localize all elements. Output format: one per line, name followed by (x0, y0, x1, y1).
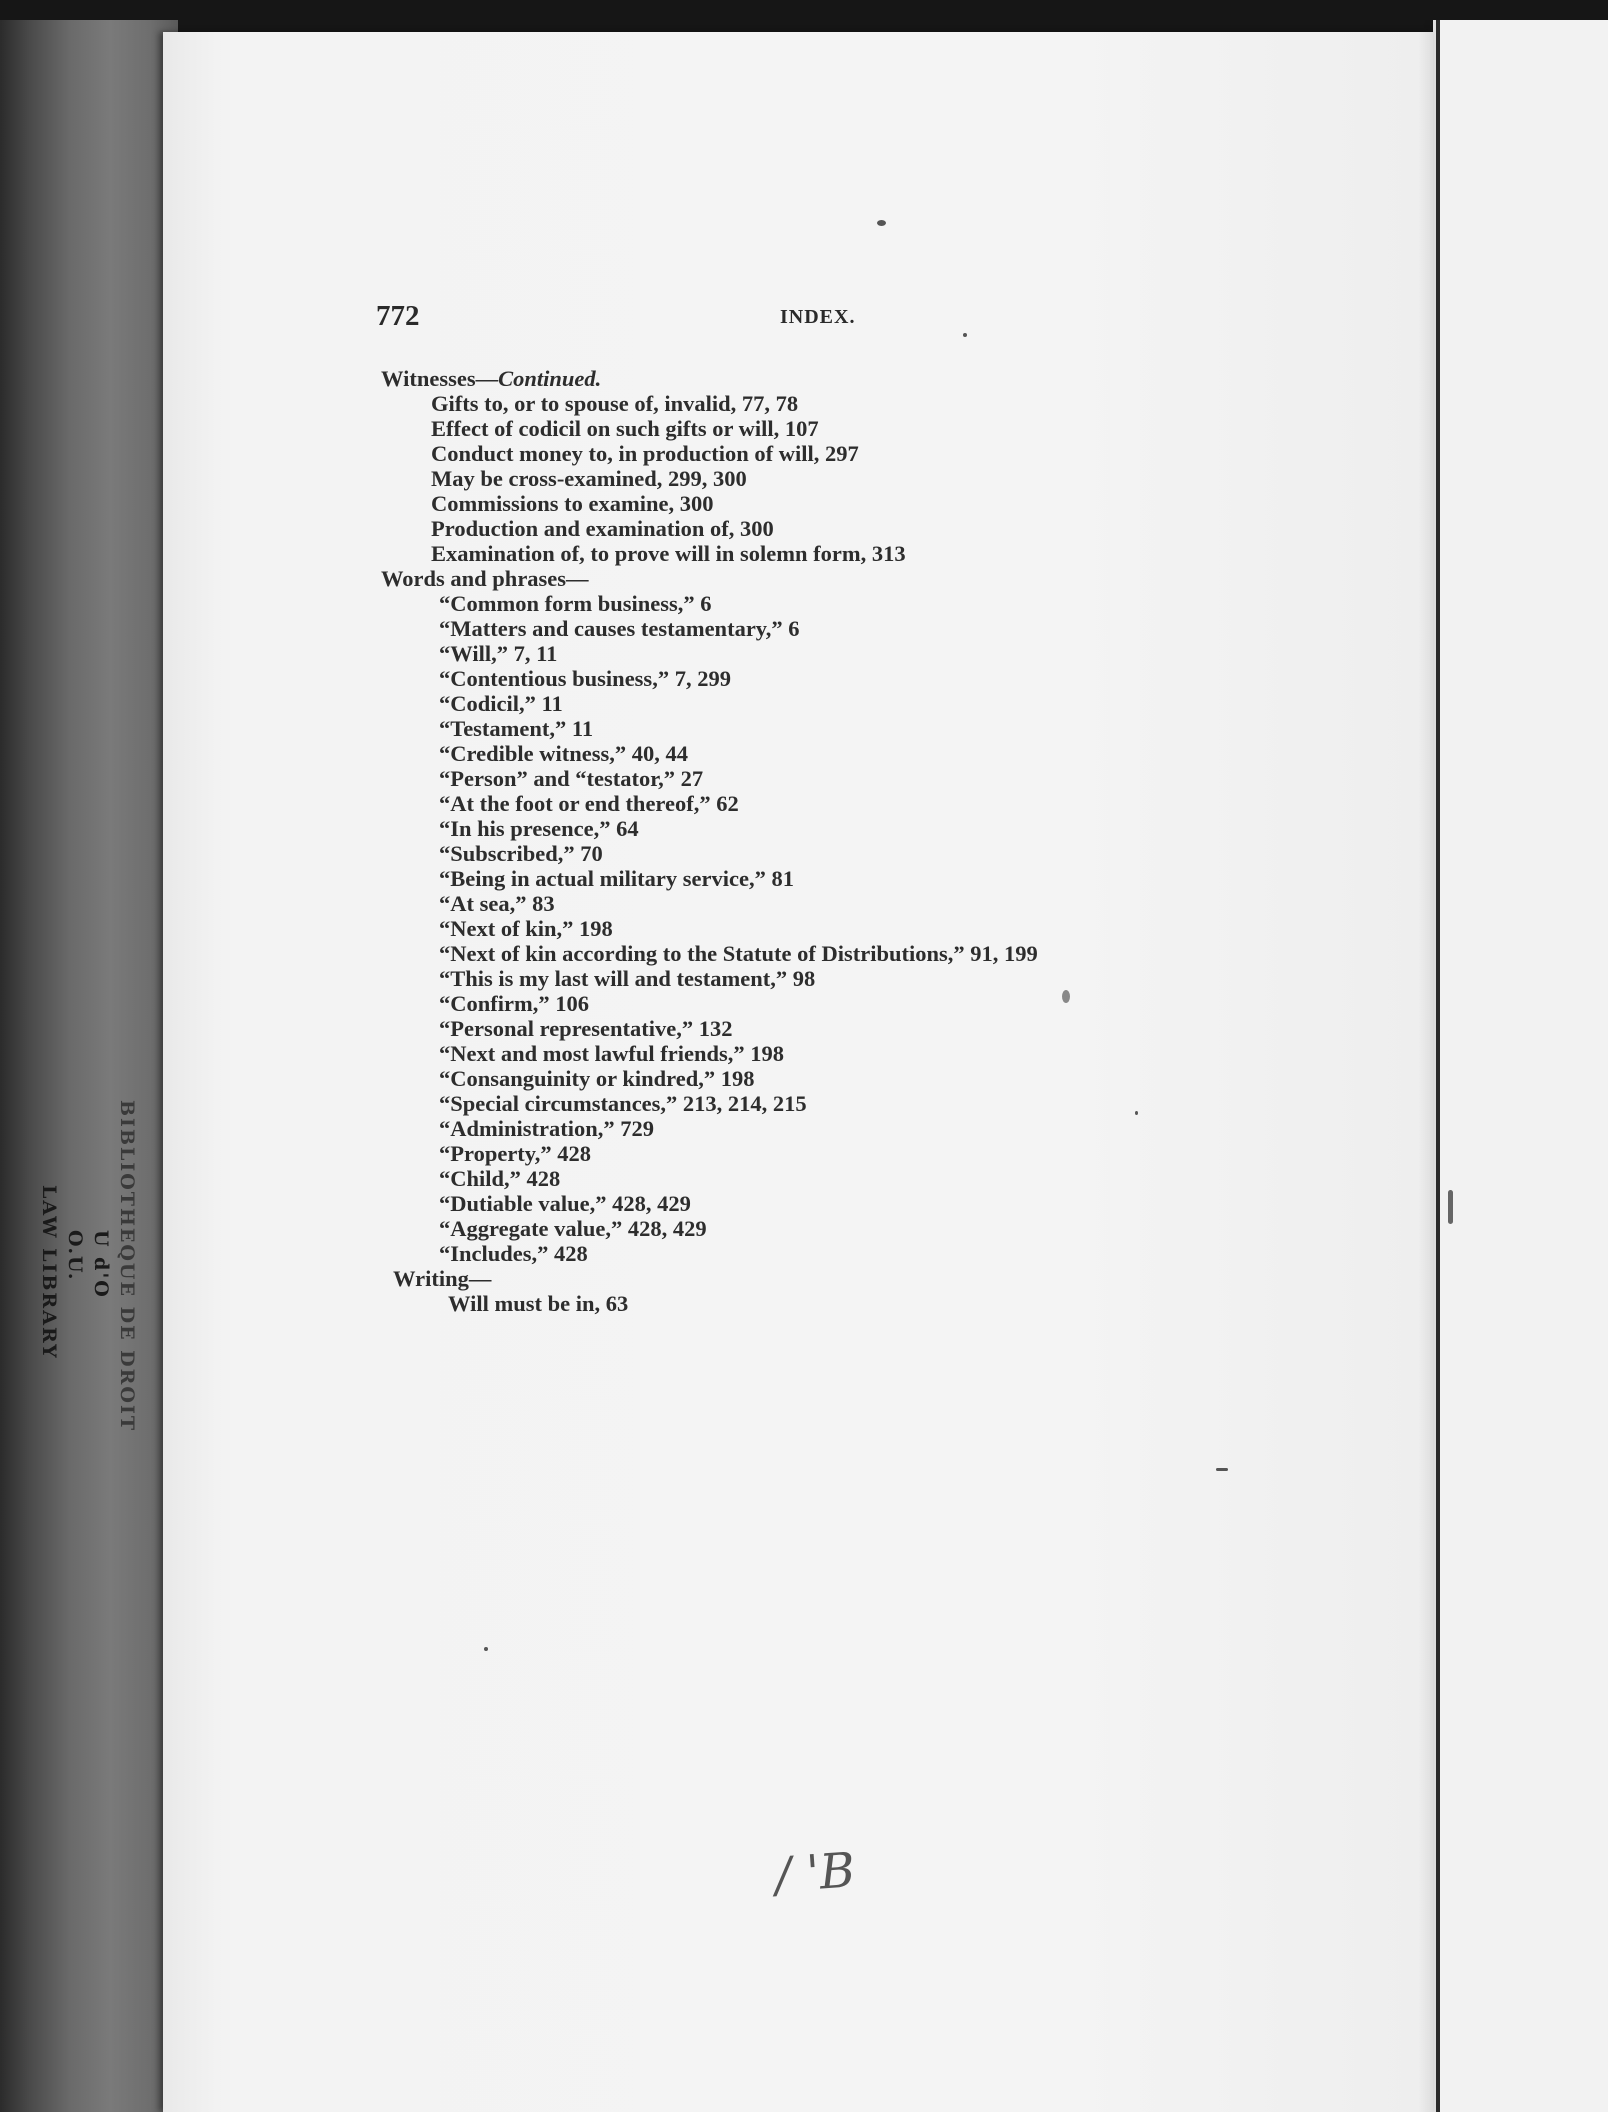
index-entry: “Personal representative,” 132 (439, 1016, 733, 1041)
index-entry: “Contentious business,” 7, 299 (439, 666, 731, 691)
index-entry: “This is my last will and testament,” 98 (439, 966, 816, 991)
scan-top-border (0, 0, 1608, 36)
page-title: INDEX. (780, 306, 856, 328)
spine-line-1: BIBLIOTHEQUE DE DROIT (116, 1100, 138, 1433)
index-entry: Production and examination of, 300 (431, 516, 774, 541)
ink-speck (963, 333, 967, 337)
facing-page-edge (1433, 20, 1608, 2112)
index-entry: Commissions to examine, 300 (431, 491, 714, 516)
index-entry: “Special circumstances,” 213, 214, 215 (439, 1091, 807, 1116)
index-entry: “Matters and causes testamentary,” 6 (439, 616, 800, 641)
index-entry: “At sea,” 83 (439, 891, 555, 916)
index-group-witnesses (381, 366, 1281, 566)
index-heading: Writing— (393, 1266, 492, 1291)
ink-speck (1135, 1111, 1138, 1115)
spine-library-stamp (36, 1100, 140, 1580)
spine-line-4: LAW LIBRARY (38, 1185, 60, 1360)
index-entry: “In his presence,” 64 (439, 816, 639, 841)
index-entry: “Being in actual military service,” 81 (439, 866, 794, 891)
index-entry: “Person” and “testator,” 27 (439, 766, 704, 791)
index-entry: Effect of codicil on such gifts or will, 107 (431, 416, 819, 441)
heading-text: Witnesses— (381, 366, 499, 391)
gutter-shadow (1418, 20, 1436, 2112)
ink-speck (1062, 990, 1070, 1003)
index-entry: “Property,” 428 (439, 1141, 592, 1166)
index-entry: “Administration,” 729 (439, 1116, 655, 1141)
index-entry: “Codicil,” 11 (439, 691, 563, 716)
index-entry: “At the foot or end thereof,” 62 (439, 791, 739, 816)
gutter-divider (1436, 20, 1440, 2112)
index-group-writing (381, 1266, 1281, 1316)
index-entry: Will must be in, 63 (448, 1291, 629, 1316)
ink-speck (484, 1647, 488, 1651)
index-entry: “Next of kin,” 198 (439, 916, 613, 941)
index-entry: “Includes,” 428 (439, 1241, 588, 1266)
index-entry: Examination of, to prove will in solemn form, 313 (431, 541, 906, 566)
index-body (381, 366, 1281, 1316)
index-group-words-and-phrases (381, 566, 1281, 1266)
index-entry: “Will,” 7, 11 (439, 641, 558, 666)
index-entry: “Next of kin according to the Statute of Distributions,” 91, 199 (439, 941, 1038, 966)
page-number: 772 (376, 300, 420, 332)
index-entry: “Confirm,” 106 (439, 991, 589, 1016)
index-entry: “Subscribed,” 70 (439, 841, 603, 866)
index-entry: “Credible witness,” 40, 44 (439, 741, 688, 766)
index-entry: “Consanguinity or kindred,” 198 (439, 1066, 755, 1091)
index-entry: “Dutiable value,” 428, 429 (439, 1191, 691, 1216)
index-entry: “Testament,” 11 (439, 716, 594, 741)
index-entry: “Aggregate value,” 428, 429 (439, 1216, 707, 1241)
index-entry: May be cross-examined, 299, 300 (431, 466, 747, 491)
index-entry: “Common form business,” 6 (439, 591, 712, 616)
ink-speck (1448, 1190, 1453, 1224)
book-spine (0, 20, 178, 2112)
index-entry: Gifts to, or to spouse of, invalid, 77, 78 (431, 391, 799, 416)
index-entry: Conduct money to, in production of will, 297 (431, 441, 859, 466)
spine-line-2: U d'O (90, 1230, 112, 1299)
spine-line-3: O.U. (64, 1230, 86, 1282)
ink-speck (877, 220, 886, 226)
continued-label: Continued. (498, 366, 602, 391)
handwritten-mark: / 'B (773, 1842, 857, 1904)
ink-speck (1216, 1468, 1228, 1471)
index-entry: “Next and most lawful friends,” 198 (439, 1041, 785, 1066)
index-entry: “Child,” 428 (439, 1166, 561, 1191)
index-heading (381, 366, 1281, 391)
running-head (376, 300, 896, 340)
index-heading: Words and phrases— (381, 566, 589, 591)
